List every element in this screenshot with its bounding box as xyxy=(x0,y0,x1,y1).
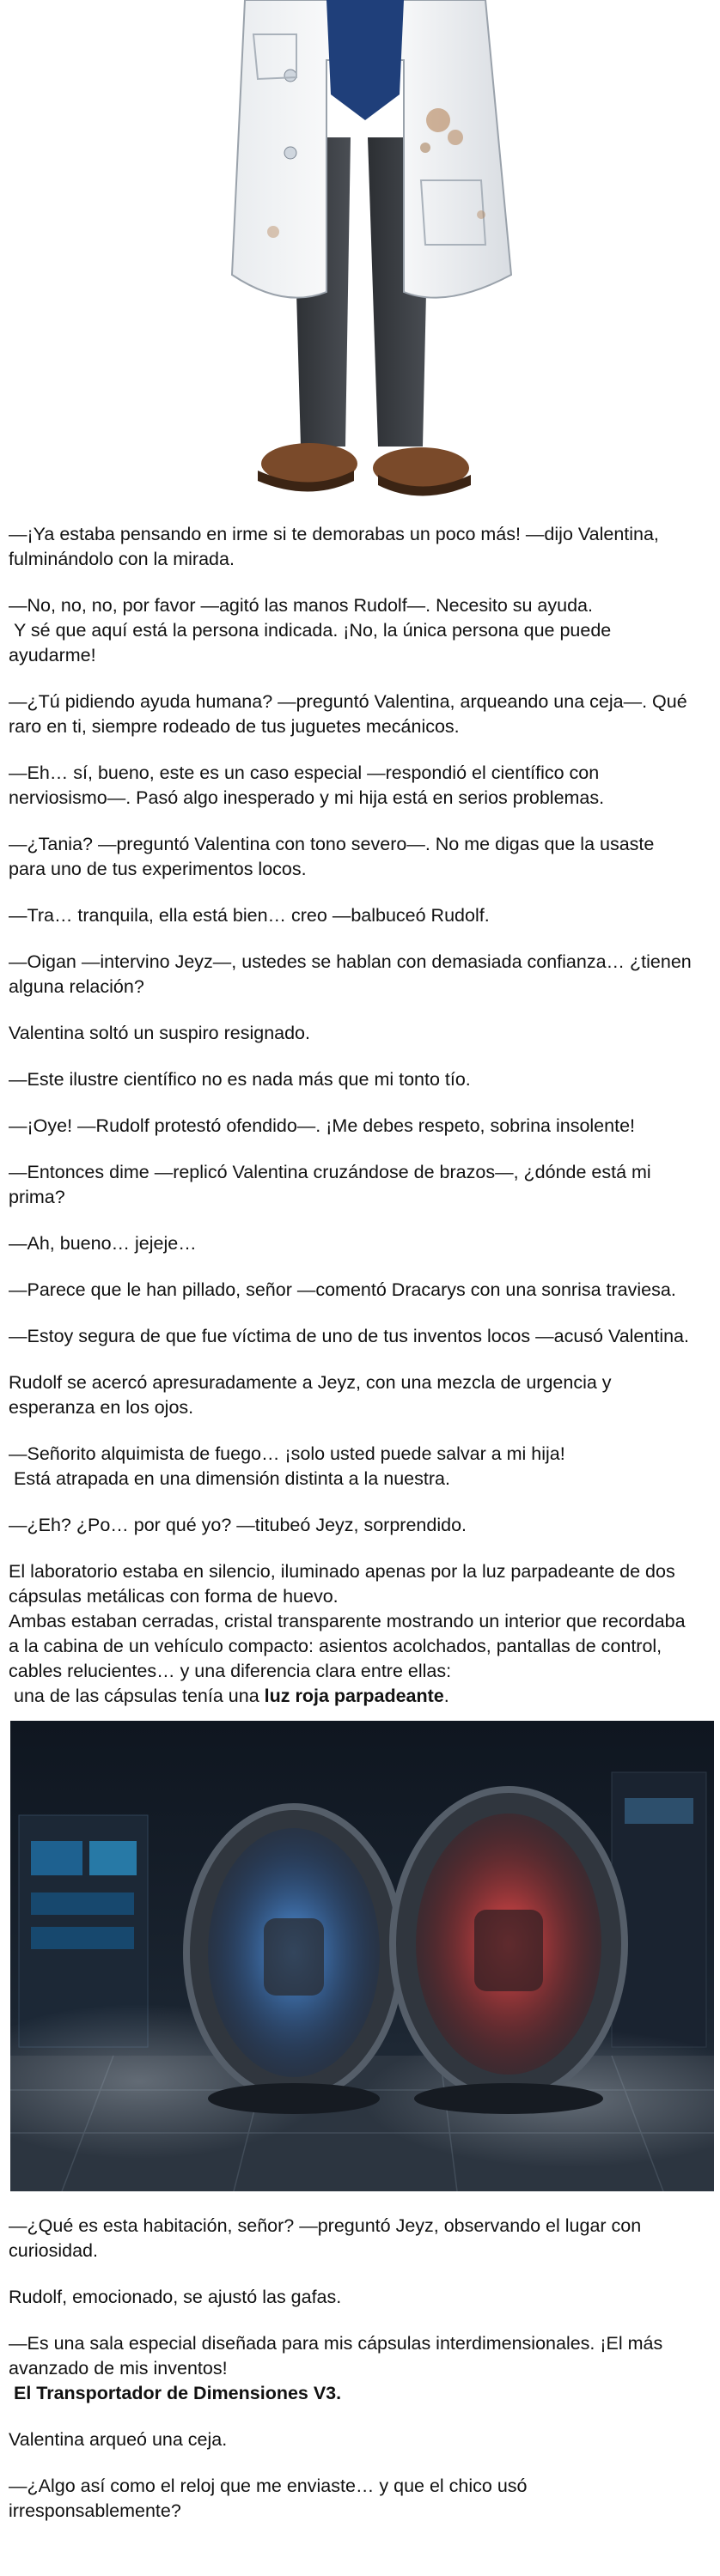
scientist-illustration xyxy=(0,0,720,515)
invention-paragraph xyxy=(9,2331,696,2406)
paragraph: —¿Eh? ¿Po… por qué yo? —titubeó Jeyz, sorprendido. xyxy=(9,1515,467,1535)
lab-description xyxy=(9,1559,696,1709)
invention-name: El Transportador de Dimensiones V3. xyxy=(13,2383,342,2403)
paragraph: —No, no, no, por favor —agitó las manos Rudolf—. Necesito su ayuda. Y sé que aquí está la persona indicada. ¡No, la única persona que puede ayudarme! xyxy=(9,595,612,665)
paragraph: Valentina soltó un suspiro resignado. xyxy=(9,1023,310,1043)
paragraph: —Tra… tranquila, ella está bien… creo —balbuceó Rudolf. xyxy=(9,905,490,926)
paragraph: —Señorito alquimista de fuego… ¡solo usted puede salvar a mi hija! Está atrapada en una dimensión distinta a la nuestra. xyxy=(9,1443,565,1489)
red-light-emphasis: luz roja parpadeante xyxy=(264,1686,444,1706)
capsules-icon xyxy=(10,1721,714,2191)
paragraph: —¿Tania? —preguntó Valentina con tono severo—. No me digas que la usaste para uno de tus experimentos locos. xyxy=(9,834,660,879)
lab-text: El laboratorio estaba en silencio, iluminado apenas por la luz parpadeante de dos cápsulas metálicas con forma de huevo. Ambas estaban cerradas, cristal transparente mostrando un interior que recordaba a la cabina de un vehículo compacto: asientos acolchados, pantallas de control, cables relucientes… y una diferencia clara entre ellas: una de las cápsulas tenía una xyxy=(9,1561,686,1706)
paragraph: Valentina arqueó una ceja. xyxy=(9,2429,228,2450)
paragraph: —Este ilustre científico no es nada más que mi tonto tío. xyxy=(9,1069,471,1090)
lab-end: . xyxy=(443,1686,449,1706)
paragraph: —Eh… sí, bueno, este es un caso especial —respondió el científico con nerviosismo—. Pasó algo inesperado y mi hija está en serios problemas. xyxy=(9,762,605,808)
paragraph: —Parece que le han pillado, señor —comentó Dracarys con una sonrisa traviesa. xyxy=(9,1279,676,1300)
paragraph: —¡Oye! —Rudolf protestó ofendido—. ¡Me debes respeto, sobrina insolente! xyxy=(9,1115,635,1136)
paragraph: —¡Ya estaba pensando en irme si te demorabas un poco más! —dijo Valentina, fulminándolo con la mirada. xyxy=(9,524,664,569)
dialogue-bottom xyxy=(9,2214,696,2545)
dialogue-top xyxy=(9,522,696,1730)
paragraph: —¿Qué es esta habitación, señor? —preguntó Jeyz, observando el lugar con curiosidad. xyxy=(9,2215,647,2261)
paragraph: —¿Tú pidiendo ayuda humana? —preguntó Valentina, arqueando una ceja—. Qué raro en ti, siempre rodeado de tus juguetes mecánicos. xyxy=(9,691,693,737)
scientist-icon xyxy=(0,0,720,515)
paragraph: —Ah, bueno… jejeje… xyxy=(9,1233,197,1254)
paragraph: —Entonces dime —replicó Valentina cruzándose de brazos—, ¿dónde está mi prima? xyxy=(9,1162,656,1207)
paragraph: —Oigan —intervino Jeyz—, ustedes se hablan con demasiada confianza… ¿tienen alguna relación? xyxy=(9,951,697,997)
paragraph: —¿Algo así como el reloj que me enviaste… y que el chico usó irresponsablemente? xyxy=(9,2476,533,2521)
paragraph: —Estoy segura de que fue víctima de uno de tus inventos locos —acusó Valentina. xyxy=(9,1326,689,1346)
invention-text: —Es una sala especial diseñada para mis cápsulas interdimensionales. ¡El más avanzado de mis inventos! xyxy=(9,2333,663,2379)
paragraph: Rudolf se acercó apresuradamente a Jeyz, con una mezcla de urgencia y esperanza en los ojos. xyxy=(9,1372,617,1418)
paragraph: Rudolf, emocionado, se ajustó las gafas. xyxy=(9,2287,342,2307)
capsules-illustration xyxy=(10,1721,714,2191)
